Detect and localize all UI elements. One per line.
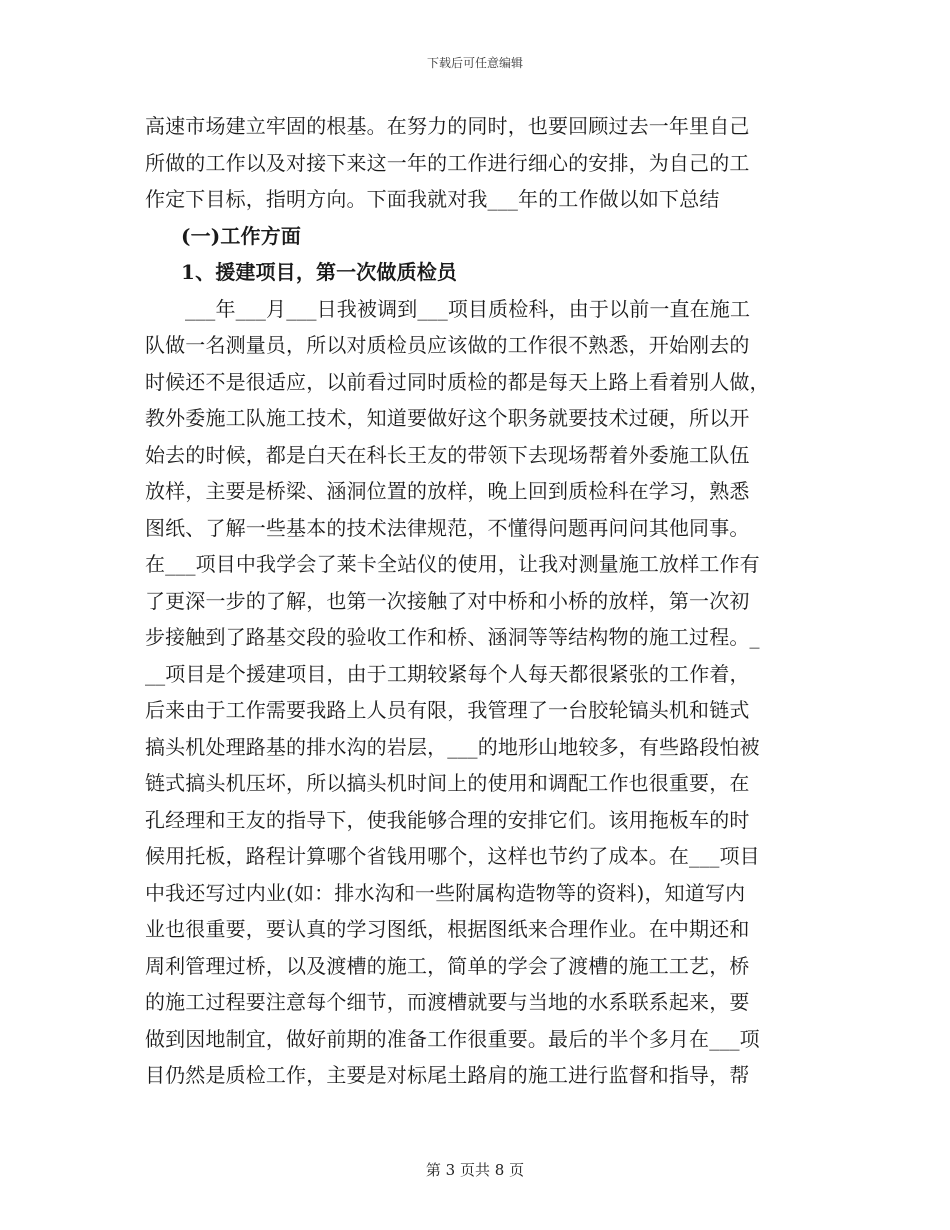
paragraph-line: 业也很重要，要认真的学习图纸，根据图纸来合理作业。在中期还和 — [145, 917, 750, 941]
paragraph-line: 在___项目中我学会了莱卡全站仪的使用，让我对测量施工放样工作有 — [145, 552, 760, 576]
paragraph-line: 图纸、了解一些基本的技术法律规范，不懂得问题再问问其他同事。 — [145, 515, 750, 540]
paragraph-line: 时候还不是很适应，以前看过同时质检的都是每天上路上看着别人做， — [145, 369, 770, 394]
paragraph-line: 高速市场建立牢固的根基。在努力的同时，也要回顾过去一年里自己 — [145, 114, 750, 138]
paragraph-line: 搞头机处理路基的排水沟的岩层，___的地形山地较多，有些路段怕被 — [145, 734, 760, 759]
section-heading: (一)工作方面 — [181, 223, 301, 248]
paragraph-line: 周利管理过桥，以及渡槽的施工，简单的学会了渡槽的施工工艺，桥 — [145, 953, 750, 978]
paragraph-line: 放样，主要是桥梁、涵洞位置的放样，晚上回到质检科在学习，熟悉 — [145, 479, 750, 503]
paragraph-line: 的施工过程要注意每个细节，而渡槽就要与当地的水系联系起来，要 — [145, 990, 750, 1014]
paragraph-line: 步接触到了路基交段的验收工作和桥、涵洞等等结构物的施工过程。_ — [145, 625, 760, 649]
paragraph-line: 教外委施工队施工技术，知道要做好这个职务就要技术过硬，所以开 — [145, 406, 750, 430]
paragraph-line: 作定下目标，指明方向。下面我就对我___年的工作做以如下总结 — [145, 187, 720, 211]
paragraph-line: 所做的工作以及对接下来这一年的工作进行细心的安排，为自己的工 — [145, 150, 750, 175]
paragraph-line: 目仍然是质检工作，主要是对标尾土路肩的施工进行监督和指导，帮 — [145, 1063, 750, 1087]
paragraph-line: 候用托板，路程计算哪个省钱用哪个，这样也节约了成本。在___项目 — [145, 844, 760, 868]
paragraph-line: 队做一名测量员，所以对质检员应该做的工作很不熟悉，开始刚去的 — [145, 333, 750, 357]
paragraph-line: 始去的时候，都是白天在科长王友的带领下去现场帮着外委施工队伍 — [145, 442, 750, 467]
paragraph-line: 链式搞头机压坏，所以搞头机时间上的使用和调配工作也很重要，在 — [145, 771, 750, 795]
page-footer: 第 3 页共 8 页 — [425, 1161, 525, 1179]
paragraph-line: __项目是个援建项目，由于工期较紧每个人每天都很紧张的工作着， — [145, 661, 750, 686]
document-body — [145, 108, 800, 1094]
section-heading: 1、援建项目，第一次做质检员 — [181, 260, 458, 284]
paragraph-line: 后来由于工作需要我路上人员有限，我管理了一台胶轮镐头机和链式 — [145, 698, 750, 722]
paragraph-first-line: ___年___月___日我被调到___项目质检科，由于以前一直在施工 — [185, 296, 751, 321]
paragraph-line: 孔经理和王友的指导下，使我能够合理的安排它们。该用拖板车的时 — [145, 807, 750, 832]
paragraph-line: 中我还写过内业(如：排水沟和一些附属构造物等的资料)，知道写内 — [145, 880, 746, 905]
page-header: 下载后可任意编辑 — [426, 56, 523, 70]
paragraph-line: 做到因地制宜，做好前期的准备工作很重要。最后的半个多月在___项 — [145, 1026, 760, 1051]
paragraph-line: 了更深一步的了解，也第一次接触了对中桥和小桥的放样，第一次初 — [145, 588, 750, 613]
